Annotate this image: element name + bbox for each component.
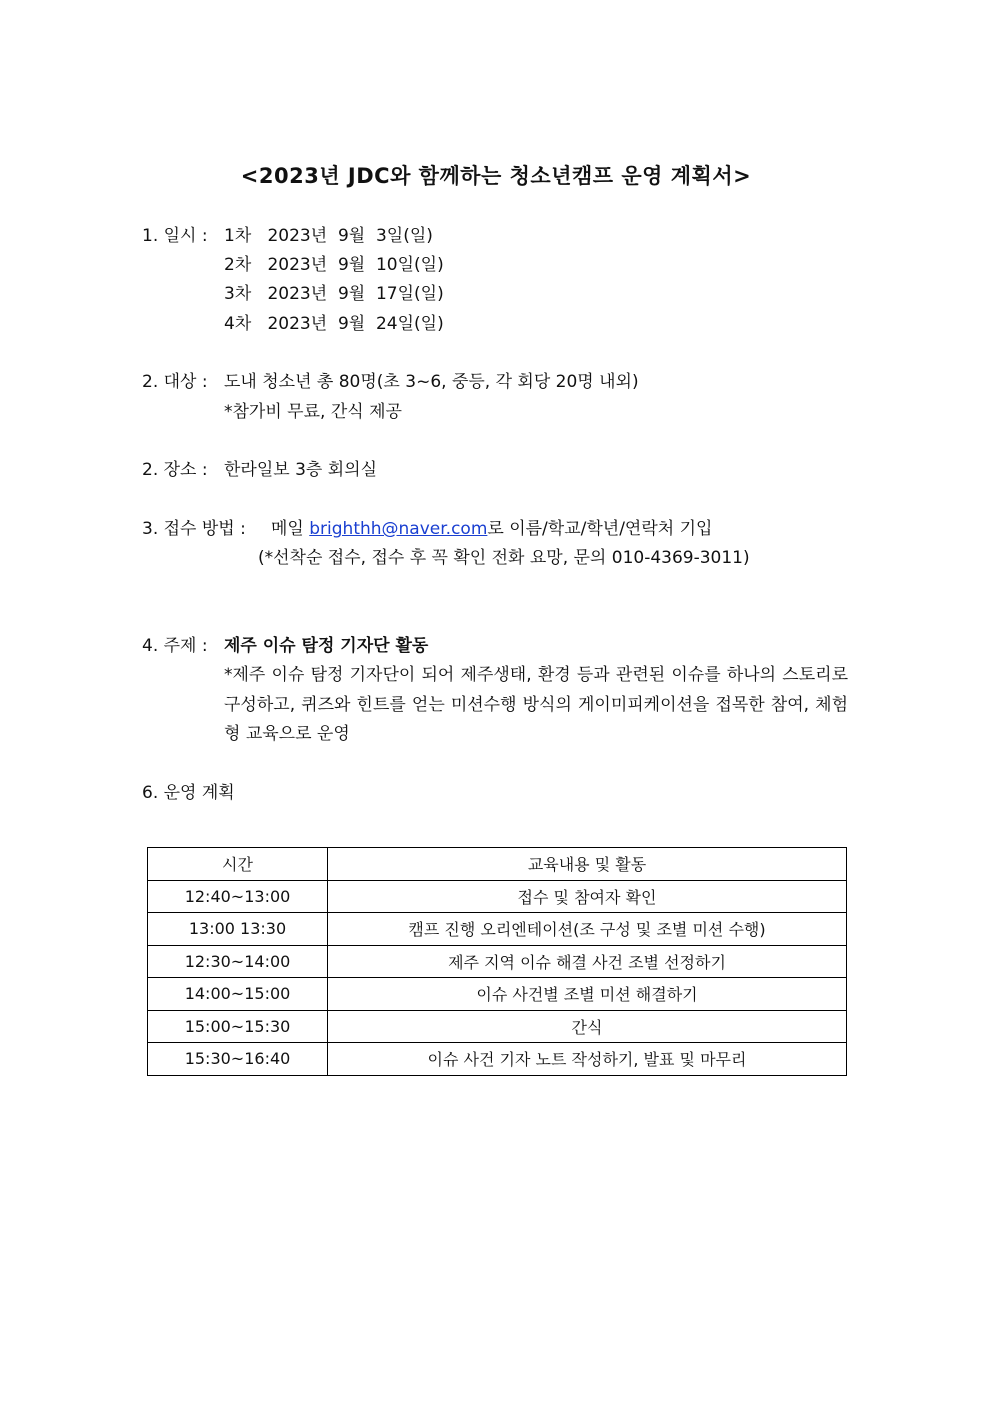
place-label: 2. 장소 : (142, 460, 208, 480)
target-note: *참가비 무료, 간식 제공 (224, 402, 402, 422)
table-row (148, 1010, 847, 1043)
row-time: 15:30~16:40 (148, 1043, 328, 1076)
row-activity: 접수 및 참여자 확인 (328, 880, 847, 913)
row-time: 14:00~15:00 (148, 978, 328, 1011)
row-activity: 이슈 사건별 조별 미션 해결하기 (328, 978, 847, 1011)
apply-text (271, 518, 712, 540)
schedule-session-4: 4차 2023년 9월 24일(일) (224, 314, 444, 334)
operation-plan-table (147, 847, 847, 1076)
row-activity: 간식 (328, 1010, 847, 1043)
document-title: <2023년 JDC와 함께하는 청소년캠프 운영 계획서> (240, 164, 752, 188)
row-activity: 캠프 진행 오리엔테이션(조 구성 및 조별 미션 수행) (328, 913, 847, 946)
apply-note: (*선착순 접수, 접수 후 꼭 확인 전화 요망, 문의 010-4369-3011) (258, 548, 750, 568)
schedule-label: 1. 일시 : (142, 226, 208, 246)
email-link[interactable]: brighthh@naver.com (309, 519, 488, 539)
row-time: 12:40~13:00 (148, 880, 328, 913)
table-row (148, 945, 847, 978)
header-content: 교육내용 및 활동 (328, 848, 847, 881)
header-time: 시간 (148, 848, 328, 881)
row-time: 12:30~14:00 (148, 945, 328, 978)
target-label: 2. 대상 : (142, 372, 208, 392)
table-row (148, 880, 847, 913)
table-header-row (148, 848, 847, 881)
table-row (148, 978, 847, 1011)
apply-label: 3. 접수 방법 : (142, 519, 246, 539)
theme-description: *제주 이슈 탐정 기자단이 되어 제주생태, 환경 등과 관련된 이슈를 하나의 스토리로 구성하고, 퀴즈와 힌트를 얻는 미션수행 방식의 게이미피케이션을 접목한 참여, 체험형 교육으로 운영 (224, 665, 848, 744)
row-activity: 이슈 사건 기자 노트 작성하기, 발표 및 마무리 (328, 1043, 847, 1076)
apply-suffix: 로 이름/학교/학년/연락처 기입 (487, 519, 713, 539)
apply-prefix: 메일 (271, 519, 310, 539)
schedule-session-1: 1차 2023년 9월 3일(일) (224, 226, 433, 246)
table-row (148, 1043, 847, 1076)
row-time: 15:00~15:30 (148, 1010, 328, 1043)
theme-title: 제주 이슈 탐정 기자단 활동 (224, 636, 429, 656)
place-text: 한라일보 3층 회의실 (224, 460, 377, 480)
target-text: 도내 청소년 총 80명(초 3~6, 중등, 각 회당 20명 내외) (224, 372, 639, 392)
table-row (148, 913, 847, 946)
row-time: 13:00 13:30 (148, 913, 328, 946)
schedule-session-3: 3차 2023년 9월 17일(일) (224, 284, 444, 304)
schedule-session-2: 2차 2023년 9월 10일(일) (224, 255, 444, 275)
theme-label: 4. 주제 : (142, 636, 208, 656)
plan-label: 6. 운영 계획 (142, 783, 235, 803)
row-activity: 제주 지역 이슈 해결 사건 조별 선정하기 (328, 945, 847, 978)
